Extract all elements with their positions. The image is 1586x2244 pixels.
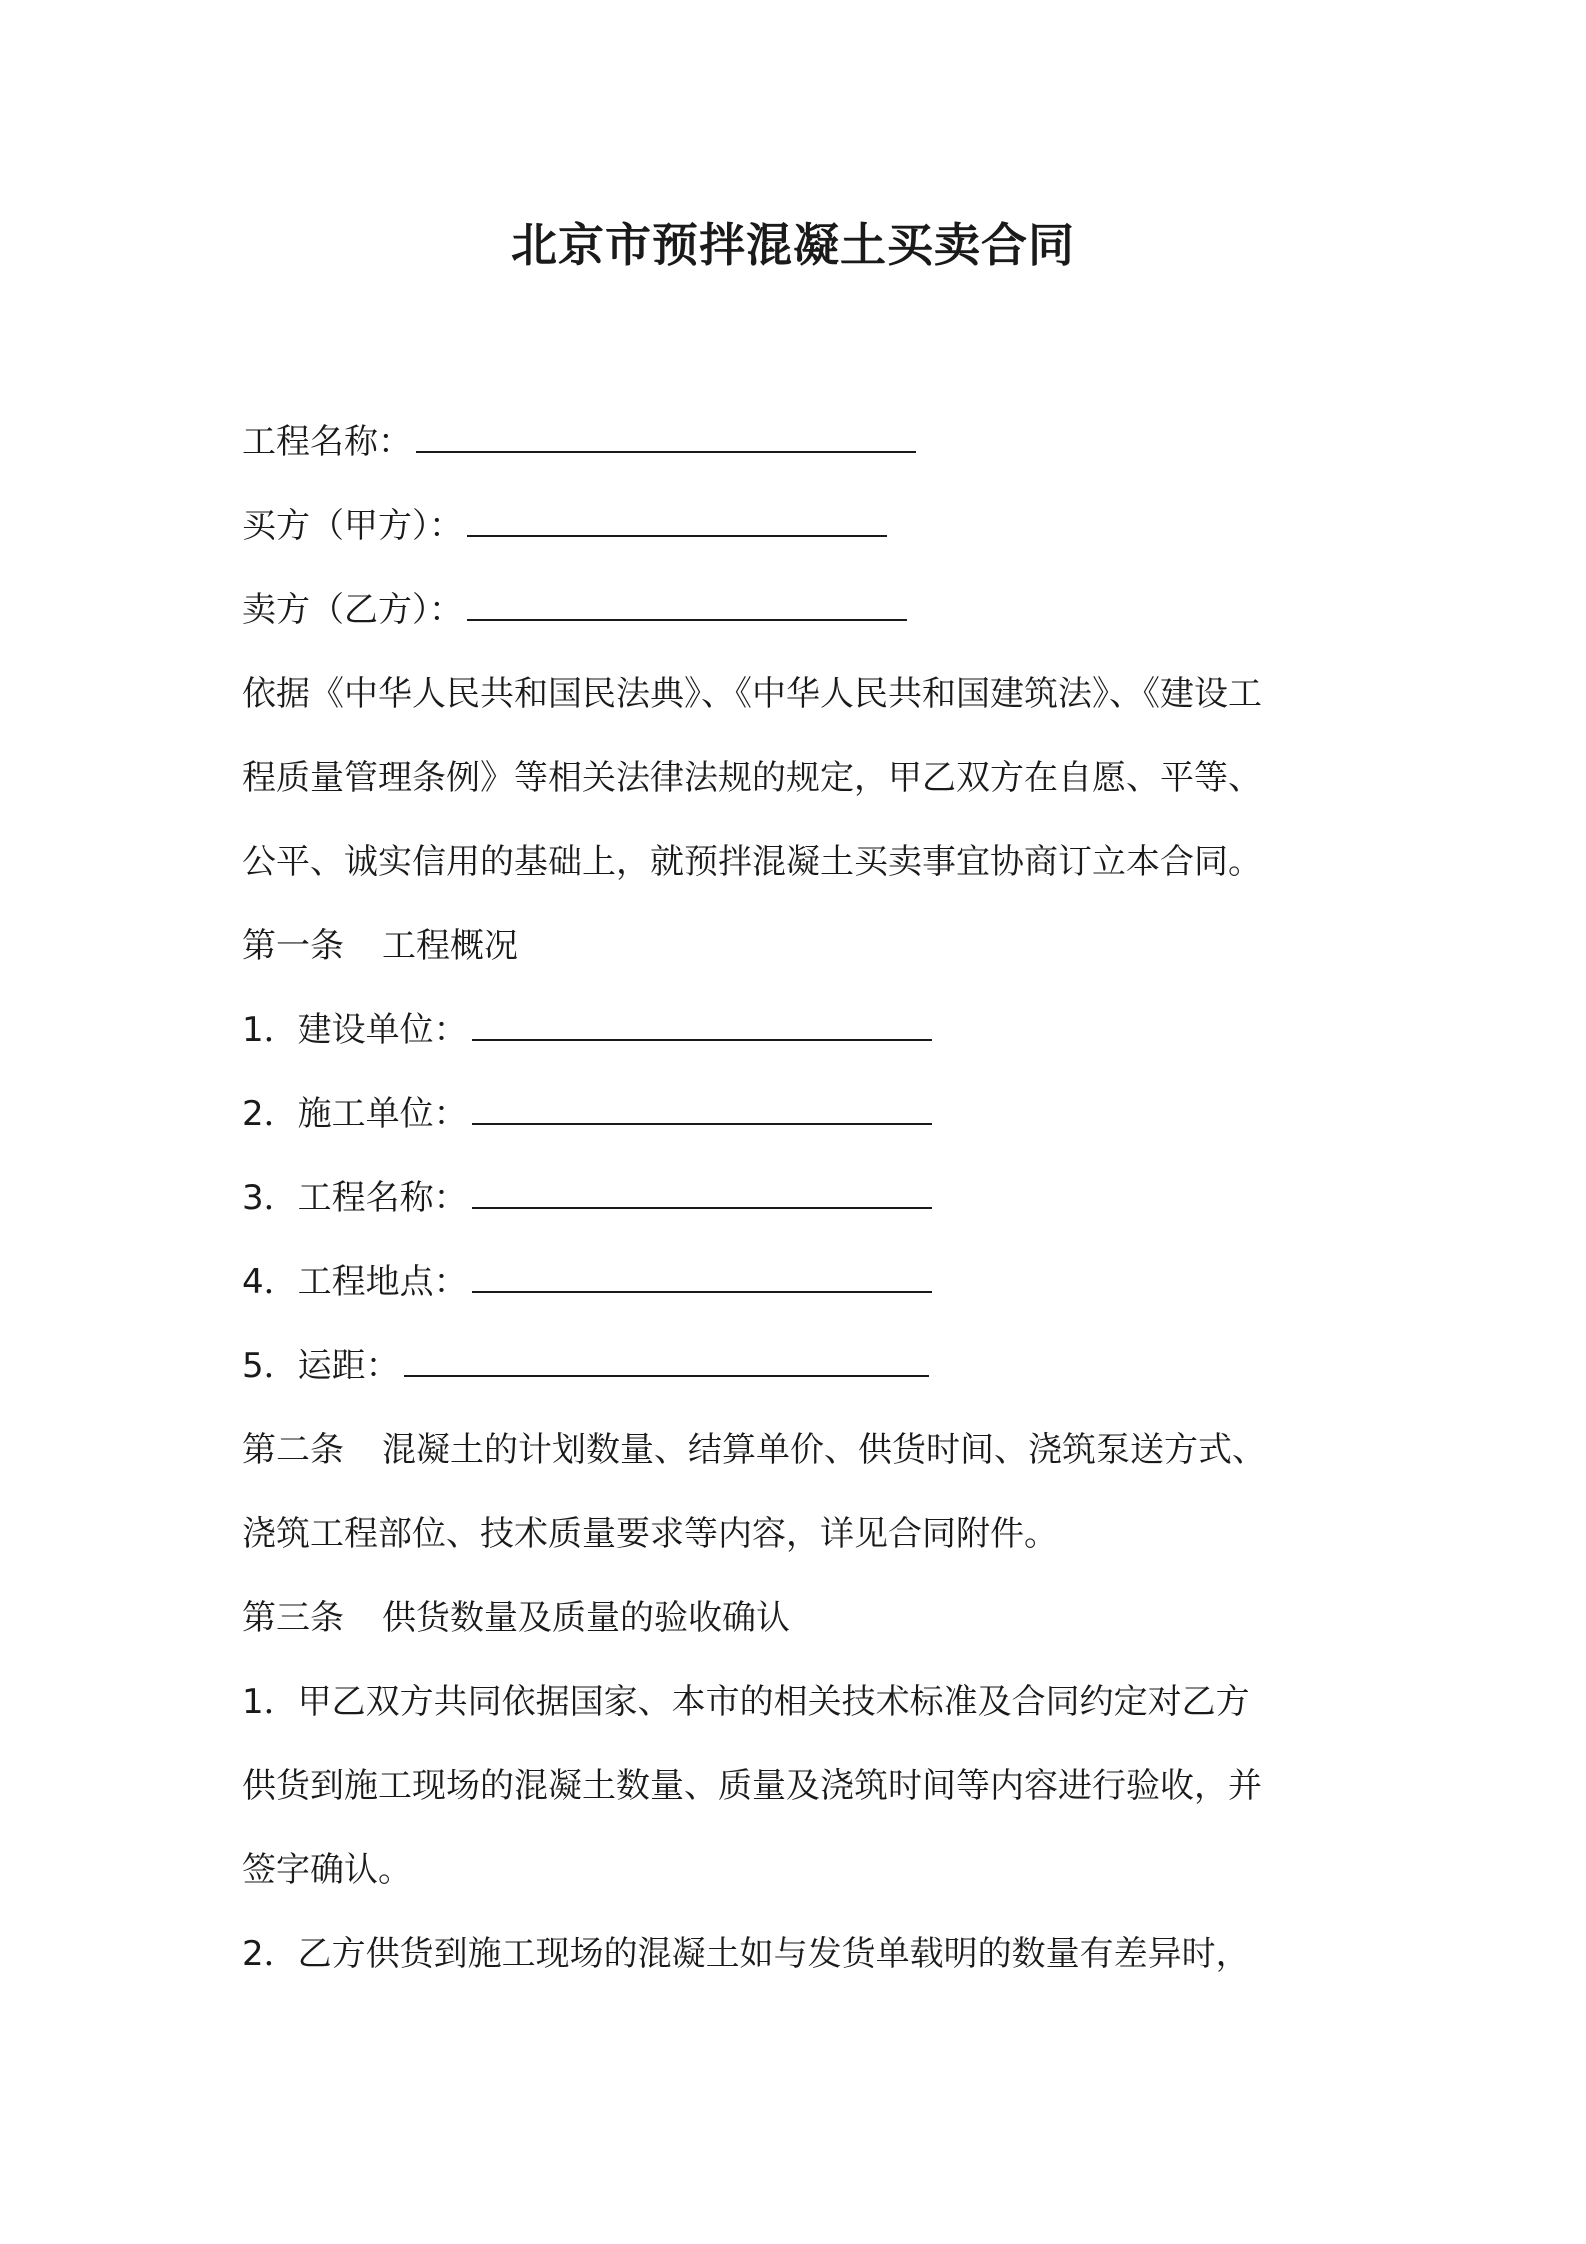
fill-in-blank xyxy=(472,995,932,1041)
paragraph-line: 供货到施工现场的混凝土数量、质量及浇筑时间等内容进行验收，并 xyxy=(242,1766,1262,1806)
field-label: 工程名称： xyxy=(242,422,412,462)
article-1-item xyxy=(242,1324,1367,1408)
article-1-item xyxy=(242,988,1367,1072)
article-number: 第二条 xyxy=(242,1430,344,1470)
paragraph-line: 公平、诚实信用的基础上，就预拌混凝土买卖事宜协商订立本合同。 xyxy=(242,842,1262,882)
article-number: 第一条 xyxy=(242,926,344,966)
article-3-heading xyxy=(242,1576,1367,1660)
fill-in-blank xyxy=(472,1247,932,1293)
field-project-name xyxy=(242,400,1367,484)
fill-in-blank xyxy=(467,491,887,537)
field-buyer xyxy=(242,484,1367,568)
article-1-heading xyxy=(242,904,1367,988)
item-label: 3．工程名称： xyxy=(242,1178,468,1218)
item-label: 4．工程地点： xyxy=(242,1262,468,1302)
fill-in-blank xyxy=(472,1163,932,1209)
article-number: 第三条 xyxy=(242,1598,344,1638)
paragraph-line: 浇筑工程部位、技术质量要求等内容，详见合同附件。 xyxy=(242,1514,1058,1554)
paragraph-line: 依据《中华人民共和国民法典》、《中华人民共和国建筑法》、《建设工 xyxy=(242,674,1262,714)
paragraph-line: 程质量管理条例》等相关法律法规的规定，甲乙双方在自愿、平等、 xyxy=(242,758,1262,798)
article-3-clause-1 xyxy=(242,1660,1367,1912)
fill-in-blank xyxy=(404,1331,929,1377)
field-label: 卖方（乙方）： xyxy=(242,590,463,630)
paragraph-line: 2．乙方供货到施工现场的混凝土如与发货单载明的数量有差异时， xyxy=(242,1934,1250,1974)
intro-paragraph xyxy=(242,652,1367,904)
article-2 xyxy=(242,1408,1367,1576)
fill-in-blank xyxy=(472,1079,932,1125)
article-title: 工程概况 xyxy=(382,926,518,966)
document-body xyxy=(242,400,1367,1996)
fill-in-blank xyxy=(467,575,907,621)
document-title: 北京市预拌混凝土买卖合同 xyxy=(511,218,1075,272)
field-seller xyxy=(242,568,1367,652)
item-label: 5．运距： xyxy=(242,1346,400,1386)
fill-in-blank xyxy=(416,407,916,453)
paragraph-line: 签字确认。 xyxy=(242,1850,412,1890)
article-1-item xyxy=(242,1072,1367,1156)
article-1-item xyxy=(242,1240,1367,1324)
article-text: 混凝土的计划数量、结算单价、供货时间、浇筑泵送方式、 xyxy=(382,1430,1266,1470)
item-label: 1．建设单位： xyxy=(242,1010,468,1050)
item-label: 2．施工单位： xyxy=(242,1094,468,1134)
field-label: 买方（甲方）： xyxy=(242,506,463,546)
paragraph-line xyxy=(242,1408,1367,1492)
article-title: 供货数量及质量的验收确认 xyxy=(382,1598,790,1638)
article-1-item xyxy=(242,1156,1367,1240)
article-3-clause-2 xyxy=(242,1912,1367,1996)
paragraph-line: 1．甲乙双方共同依据国家、本市的相关技术标准及合同约定对乙方 xyxy=(242,1682,1250,1722)
